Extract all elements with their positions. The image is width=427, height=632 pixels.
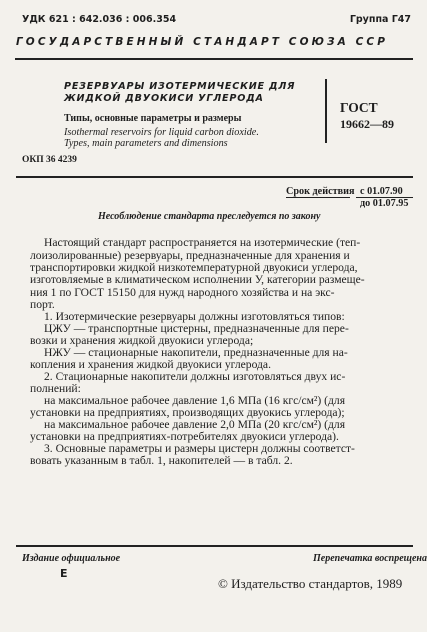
body-line: 2. Стационарные накопители должны изготовляться двух ис- (44, 370, 346, 383)
body-line: лоизолированные) резервуары, предназначенные для хранения и (30, 249, 350, 262)
title-line-2: ЖИДКОЙ ДВУОКИСИ УГЛЕРОДА (64, 93, 264, 104)
body-line: вовать указанным в табл. 1, накопителей — в табл. 2. (30, 454, 293, 467)
title-rule (16, 176, 413, 178)
body-line: порт. (30, 298, 55, 311)
okp-code: ОКП 36 4239 (22, 155, 77, 165)
body-line: возки и хранения жидкой двуокиси углерода; (30, 334, 254, 347)
body-line: изготовляемые в климатическом исполнении У, категории размеще- (30, 273, 365, 286)
validity-label-underline (286, 197, 350, 198)
state-standard-heading: ГОСУДАРСТВЕННЫЙ СТАНДАРТ СОЮЗА ССР (16, 36, 389, 48)
edition-letter: Е (60, 567, 68, 580)
reprint-prohibited: Перепечатка воспрещена (313, 553, 427, 564)
official-edition: Издание официальное (22, 553, 121, 564)
body-line: установки на предприятиях-потребителях двуокиси углерода). (30, 430, 339, 443)
group-code: Группа Г47 (349, 14, 411, 25)
gost-box-divider (325, 79, 327, 143)
validity-label: Срок действия (286, 186, 355, 197)
udk-code: УДК 621 : 642.036 : 006.354 (22, 14, 177, 25)
title-en-line-1: Isothermal reservoirs for liquid carbon dioxide. (64, 127, 259, 138)
body-line: на максимальное рабочее давление 1,6 МПа (16 кгс/см²) (для (44, 394, 346, 407)
body-line: на максимальное рабочее давление 2,0 МПа (20 кгс/см²) (для (44, 418, 346, 431)
body-line: 1. Изотермические резервуары должны изготовляться типов: (44, 310, 345, 323)
body-line: установки на предприятиях, производящих двуокись углерода); (30, 406, 345, 419)
title-line-1: РЕЗЕРВУАРЫ ИЗОТЕРМИЧЕСКИЕ ДЛЯ (64, 81, 296, 92)
footer-rule (16, 545, 413, 547)
gost-label: ГОСТ (340, 100, 378, 115)
body-line: полнений: (30, 382, 81, 395)
body-line: НЖУ — стационарные накопители, предназначенные для на- (44, 346, 348, 359)
legal-notice: Несоблюдение стандарта преследуется по закону (98, 211, 321, 222)
validity-to: до 01.07.95 (360, 198, 409, 209)
gost-number: 19662—89 (340, 117, 394, 131)
validity-from: с 01.07.90 (360, 186, 403, 197)
title-en-line-2: Types, main parameters and dimensions (64, 138, 228, 149)
body-line: 3. Основные параметры и размеры цистерн должны соответст- (44, 442, 355, 455)
body-line: копления и хранения жидкой двуокиси углерода. (30, 358, 271, 371)
body-line: ЦЖУ — транспортные цистерны, предназначенные для пере- (44, 322, 349, 335)
copyright: © Издательство стандартов, 1989 (218, 576, 403, 591)
header-rule (15, 58, 413, 60)
body-line: Настоящий стандарт распространяется на изотермические (теп- (44, 236, 361, 249)
subtitle-ru: Типы, основные параметры и размеры (64, 113, 242, 124)
body-line: ния 1 по ГОСТ 15150 для нужд народного хозяйства и на экс- (30, 286, 335, 299)
body-line: транспортировки жидкой низкотемпературной двуокиси углерода, (30, 261, 358, 274)
